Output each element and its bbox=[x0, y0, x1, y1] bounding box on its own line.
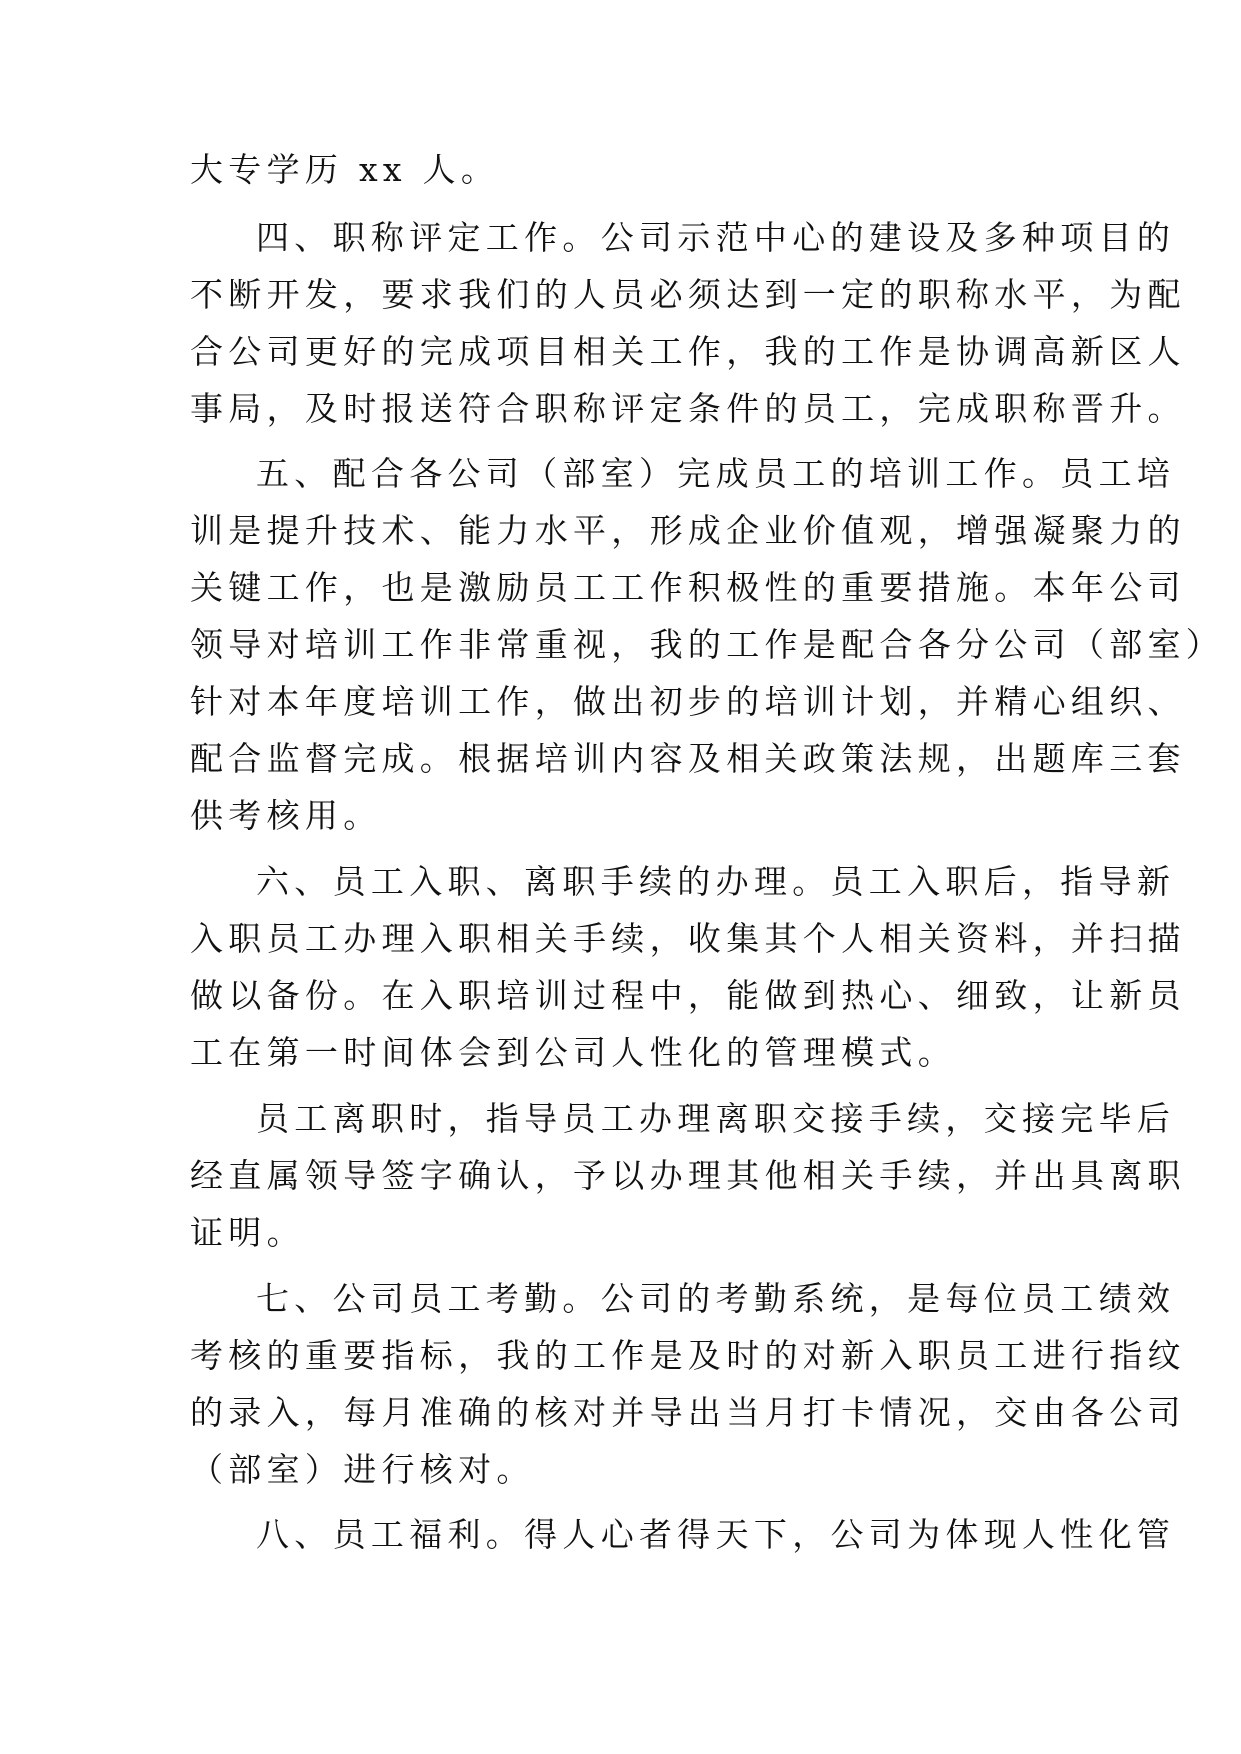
text-line: 训是提升技术、能力水平，形成企业价值观，增强凝聚力的 bbox=[190, 511, 1186, 550]
text-line: 七、公司员工考勤。公司的考勤系统，是每位员工绩效 bbox=[256, 1279, 1176, 1318]
text-line: 领导对培训工作非常重视，我的工作是配合各分公司（部室） bbox=[190, 625, 1225, 664]
text-line: 做以备份。在入职培训过程中，能做到热心、细致，让新员 bbox=[190, 976, 1186, 1015]
text-line: 合公司更好的完成项目相关工作，我的工作是协调高新区人 bbox=[190, 332, 1186, 371]
text-line: 关键工作，也是激励员工工作积极性的重要措施。本年公司 bbox=[190, 568, 1186, 607]
text-line: 不断开发，要求我们的人员必须达到一定的职称水平，为配 bbox=[190, 275, 1186, 314]
text-line: 六、员工入职、离职手续的办理。员工入职后，指导新 bbox=[256, 862, 1176, 901]
text-line: 八、员工福利。得人心者得天下，公司为体现人性化管 bbox=[256, 1515, 1176, 1554]
text-line: 经直属领导签字确认，予以办理其他相关手续，并出具离职 bbox=[190, 1156, 1186, 1195]
text-line: 工在第一时间体会到公司人性化的管理模式。 bbox=[190, 1033, 956, 1072]
text-line: 供考核用。 bbox=[190, 796, 382, 835]
text-line: 考核的重要指标，我的工作是及时的对新入职员工进行指纹 bbox=[190, 1336, 1186, 1375]
text-line: 大专学历 xx 人。 bbox=[190, 150, 500, 189]
text-line: （部室）进行核对。 bbox=[190, 1450, 535, 1489]
text-line: 员工离职时，指导员工办理离职交接手续，交接完毕后 bbox=[256, 1099, 1176, 1138]
text-line: 配合监督完成。根据培训内容及相关政策法规，出题库三套 bbox=[190, 739, 1186, 778]
text-line: 四、职称评定工作。公司示范中心的建设及多种项目的 bbox=[256, 218, 1176, 257]
text-line: 五、配合各公司（部室）完成员工的培训工作。员工培 bbox=[256, 454, 1176, 493]
text-line: 针对本年度培训工作，做出初步的培训计划，并精心组织、 bbox=[190, 682, 1186, 721]
text-line: 证明。 bbox=[190, 1213, 305, 1252]
text-line: 事局，及时报送符合职称评定条件的员工，完成职称晋升。 bbox=[190, 389, 1186, 428]
text-line: 的录入，每月准确的核对并导出当月打卡情况，交由各公司 bbox=[190, 1393, 1186, 1432]
text-line: 入职员工办理入职相关手续，收集其个人相关资料，并扫描 bbox=[190, 919, 1186, 958]
